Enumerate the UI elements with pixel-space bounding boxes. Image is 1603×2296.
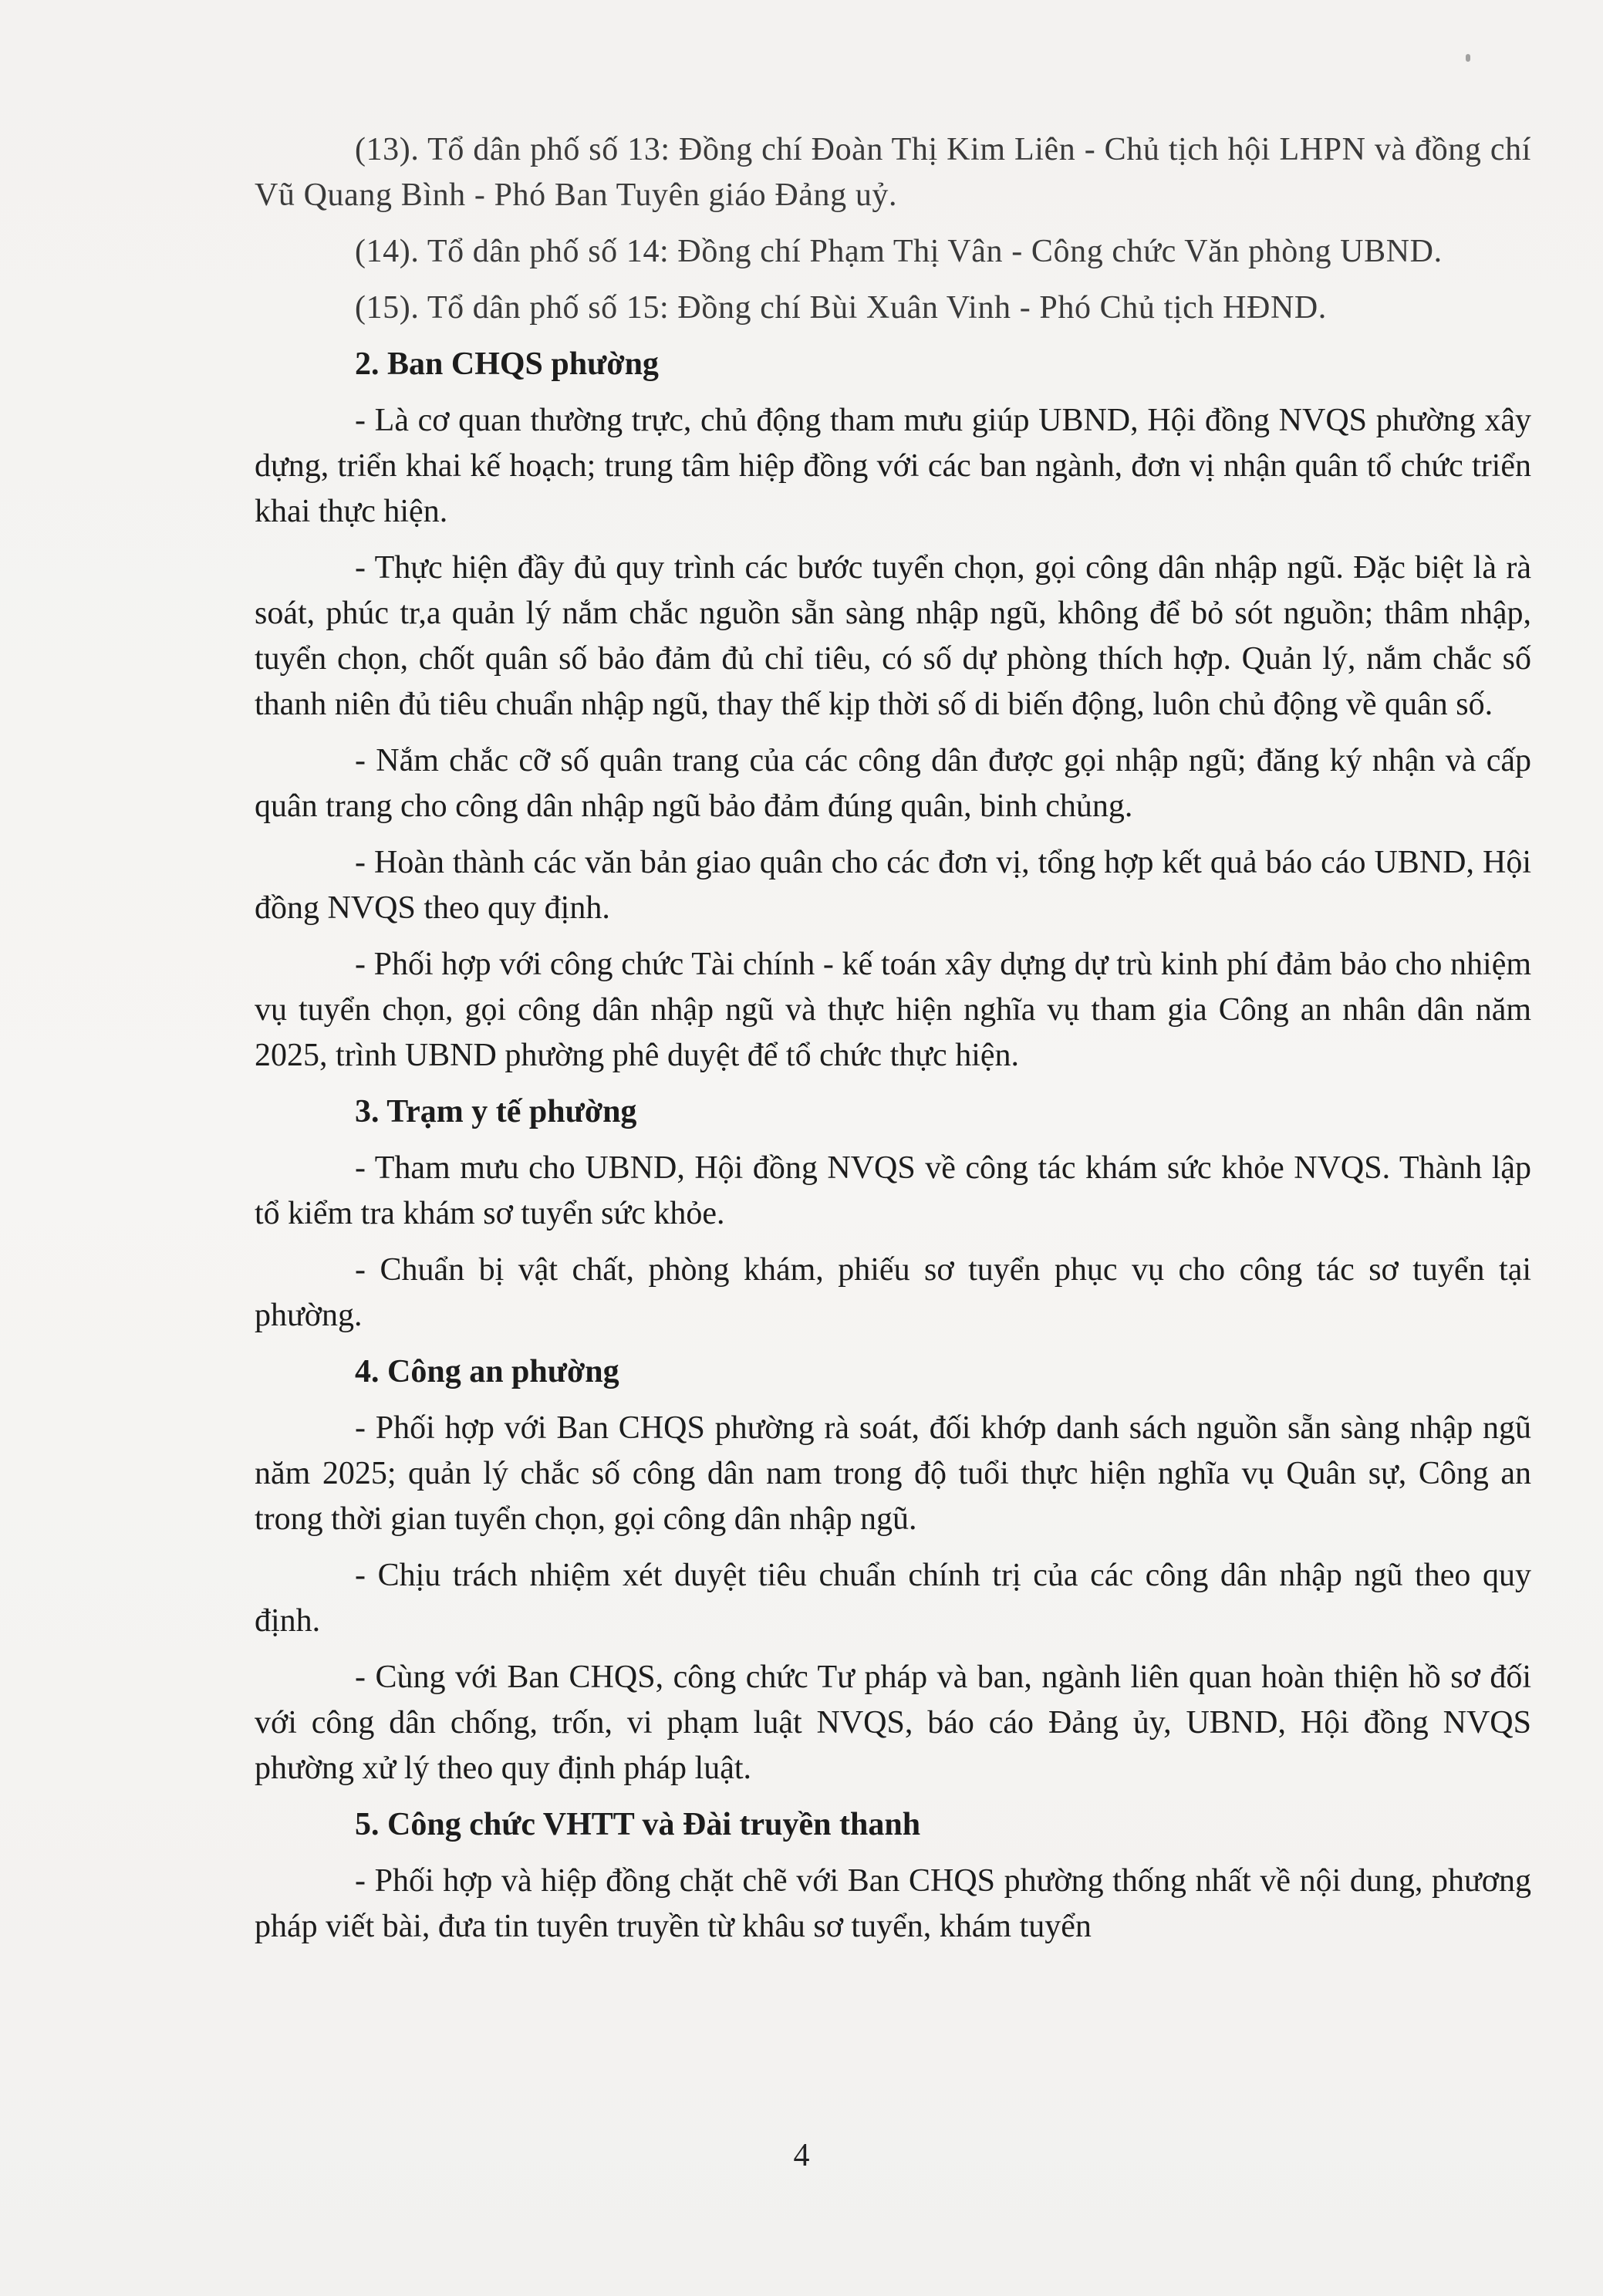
paragraph: - Chuẩn bị vật chất, phòng khám, phiếu sơ tuyển phục vụ cho công tác sơ tuyển tại phường.	[255, 1252, 1531, 1333]
paragraph: - Cùng với Ban CHQS, công chức Tư pháp và ban, ngành liên quan hoàn thiện hồ sơ đối với công dân chống, trốn, vi phạm luật NVQS, báo cáo Đảng ủy, UBND, Hội đồng NVQS phường xử lý theo quy định pháp luật.	[255, 1660, 1531, 1786]
document-body	[255, 127, 1531, 1960]
paragraph: - Phối hợp và hiệp đồng chặt chẽ với Ban CHQS phường thống nhất về nội dung, phương pháp viết bài, đưa tin tuyên truyền từ khâu sơ tuyển, khám tuyển	[255, 1863, 1531, 1944]
paragraph: (13). Tổ dân phố số 13: Đồng chí Đoàn Thị Kim Liên - Chủ tịch hội LHPN và đồng chí Vũ Quang Bình - Phó Ban Tuyên giáo Đảng uỷ.	[255, 132, 1531, 213]
paragraph: - Nắm chắc cỡ số quân trang của các công dân được gọi nhập ngũ; đăng ký nhận và cấp quân trang cho công dân nhập ngũ bảo đảm đúng quân, binh chủng.	[255, 743, 1531, 824]
section-heading: 4. Công an phường	[355, 1354, 619, 1389]
paragraph: (14). Tổ dân phố số 14: Đồng chí Phạm Thị Vân - Công chức Văn phòng UBND.	[355, 234, 1443, 269]
section-heading: 3. Trạm y tế phường	[355, 1094, 637, 1129]
paragraph: - Phối hợp với Ban CHQS phường rà soát, đối khớp danh sách nguồn sẵn sàng nhập ngũ năm 2025; quản lý chắc số công dân nam trong độ tuổi thực hiện nghĩa vụ Quân sự, Công an trong thời gian tuyển chọn, gọi công dân nhập ngũ.	[255, 1410, 1531, 1537]
paragraph: - Hoàn thành các văn bản giao quân cho các đơn vị, tổng hợp kết quả báo cáo UBND, Hội đồng NVQS theo quy định.	[255, 845, 1531, 926]
section-heading: 5. Công chức VHTT và Đài truyền thanh	[355, 1807, 921, 1842]
paragraph: - Chịu trách nhiệm xét duyệt tiêu chuẩn chính trị của các công dân nhập ngũ theo quy định.	[255, 1558, 1531, 1639]
paragraph: - Phối hợp với công chức Tài chính - kế toán xây dựng dự trù kinh phí đảm bảo cho nhiệm vụ tuyển chọn, gọi công dân nhập ngũ và thực hiện nghĩa vụ tham gia Công an nhân dân năm 2025, trình UBND phường phê duyệt để tổ chức thực hiện.	[255, 947, 1531, 1073]
scan-speck	[1466, 54, 1470, 62]
page-number: 4	[793, 2138, 810, 2173]
paragraph: - Tham mưu cho UBND, Hội đồng NVQS về công tác khám sức khỏe NVQS. Thành lập tổ kiểm tra khám sơ tuyển sức khỏe.	[255, 1150, 1531, 1231]
paragraph: - Thực hiện đầy đủ quy trình các bước tuyển chọn, gọi công dân nhập ngũ. Đặc biệt là rà soát, phúc tr,a quản lý nắm chắc nguồn sẵn sàng nhập ngũ, không để bỏ sót nguồn; thâm nhập, tuyển chọn, chốt quân số bảo đảm đủ chỉ tiêu, có số dự phòng thích hợp. Quản lý, nắm chắc số thanh niên đủ tiêu chuẩn nhập ngũ, thay thế kịp thời số di biến động, luôn chủ động về quân số.	[255, 550, 1531, 722]
section-heading: 2. Ban CHQS phường	[355, 346, 659, 382]
paragraph: - Là cơ quan thường trực, chủ động tham mưu giúp UBND, Hội đồng NVQS phường xây dựng, triển khai kế hoạch; trung tâm hiệp đồng với các ban ngành, đơn vị nhận quân tổ chức triển khai thực hiện.	[255, 403, 1531, 529]
paragraph: (15). Tổ dân phố số 15: Đồng chí Bùi Xuân Vinh - Phó Chủ tịch HĐND.	[355, 290, 1327, 326]
